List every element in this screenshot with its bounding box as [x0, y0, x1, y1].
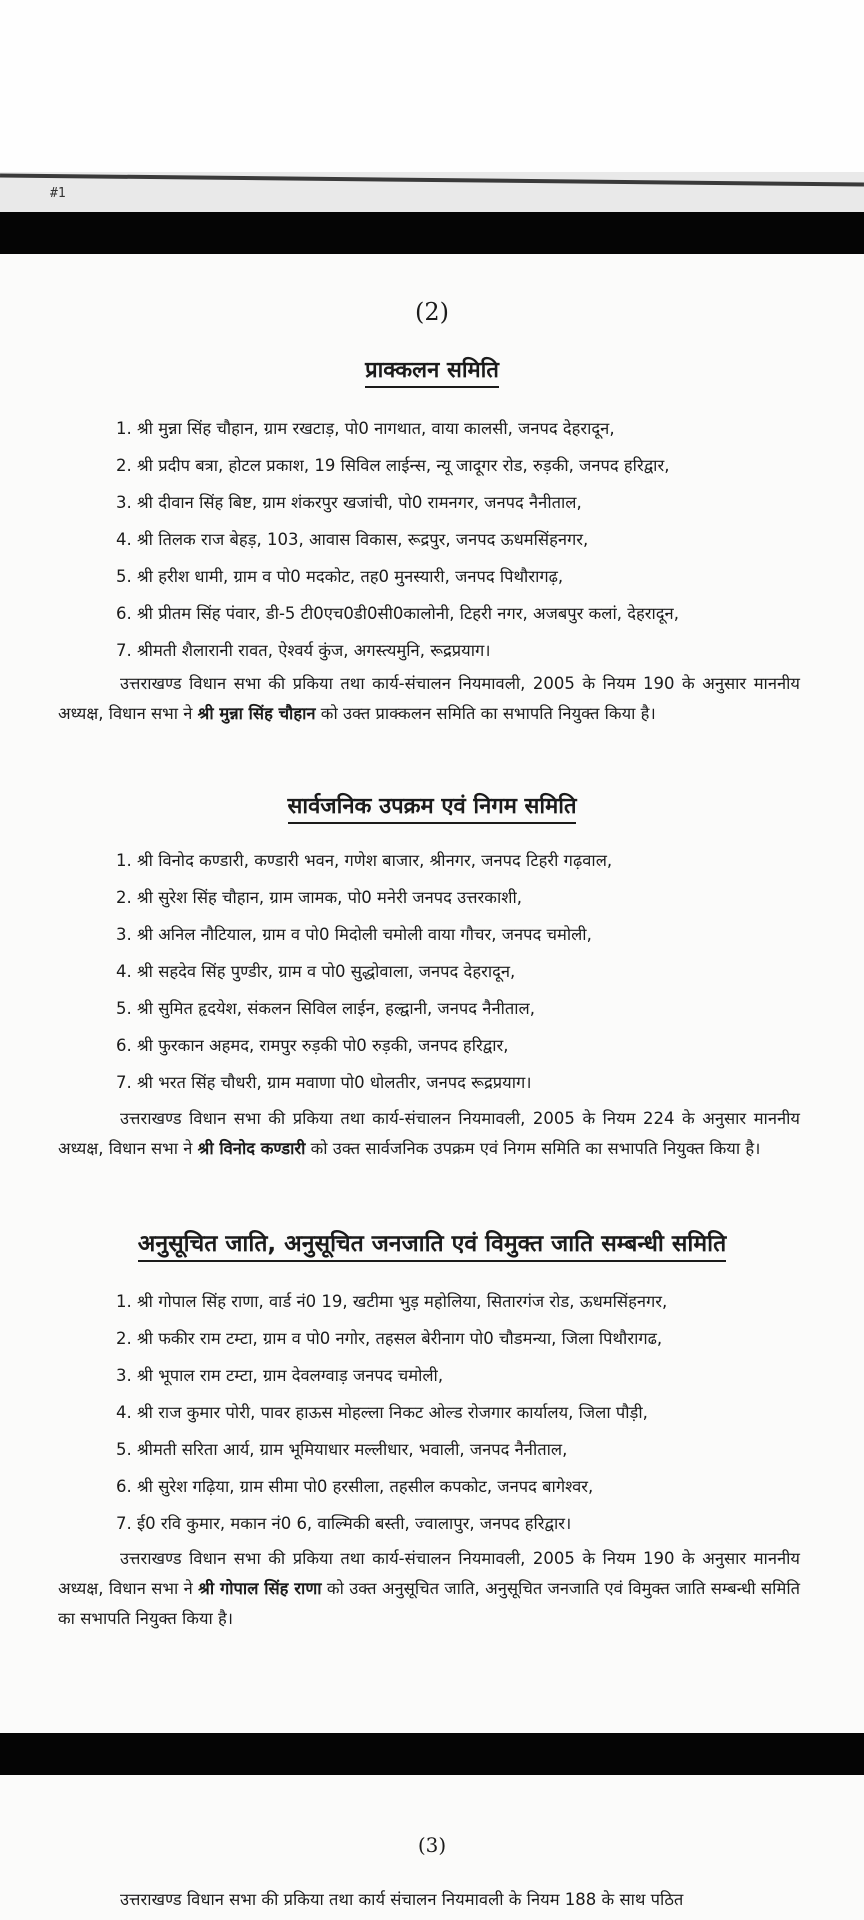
- list-item: 7. श्री भरत सिंह चौधरी, ग्राम मवाणा पो0 धोलतीर, जनपद रूद्रप्रयाग।: [116, 1073, 532, 1092]
- list-item: 1. श्री गोपाल सिंह राणा, वार्ड नं0 19, खटीमा भुड़ महोलिया, सितारगंज रोड, ऊधमसिंहनगर,: [116, 1292, 668, 1311]
- page-separator-top: [0, 212, 864, 254]
- paragraph-text: उत्तराखण्ड विधान सभा की प्रकिया तथा कार्य-संचालन नियमावली, 2005 के नियम 224 के अनुसार माननीय अध्यक्ष, विधान सभा ने: [58, 1109, 800, 1158]
- list-item: 4. श्री तिलक राज बेहड़, 103, आवास विकास, रूद्रपुर, जनपद ऊधमसिंहनगर,: [116, 530, 589, 549]
- list-item: 6. श्री फुरकान अहमद, रामपुर रुड़की पो0 रुड़की, जनपद हरिद्वार,: [116, 1036, 509, 1055]
- page-edge-line: [0, 173, 864, 186]
- blank-top-area: [0, 0, 864, 175]
- member-list-sc-st-committee: [116, 1289, 836, 1548]
- page-separator-bottom: [0, 1733, 864, 1775]
- paragraph-text: उत्तराखण्ड विधान सभा की प्रकिया तथा कार्य-संचालन नियमावली, 2005 के नियम 190 के अनुसार माननीय अध्यक्ष, विधान सभा ने: [58, 674, 800, 723]
- document-page-3: [0, 1775, 864, 1920]
- list-item: 7. श्रीमती शैलारानी रावत, ऐश्वर्य कुंज, अगस्त्यमुनि, रूद्रप्रयाग।: [116, 641, 491, 660]
- section-title-text: अनुसूचित जाति, अनुसूचित जनजाति एवं विमुक्त जाति सम्बन्धी समिति: [138, 1231, 726, 1262]
- list-item: 2. श्री फकीर राम टम्टा, ग्राम व पो0 नगोर, तहसल बेरीनाग पो0 चौडमन्या, जिला पिथौरागढ,: [116, 1329, 663, 1348]
- section-title-public-undertakings-committee: [0, 790, 864, 820]
- scan-mark: #1: [50, 186, 66, 201]
- paragraph-text: उत्तराखण्ड विधान सभा की प्रकिया तथा कार्य-संचालन नियमावली, 2005 के नियम 190 के अनुसार माननीय अध्यक्ष, विधान सभा ने: [58, 1549, 800, 1598]
- list-item: 2. श्री सुरेश सिंह चौहान, ग्राम जामक, पो0 मनेरी जनपद उत्तरकाशी,: [116, 888, 522, 907]
- previous-page-edge: [0, 172, 864, 212]
- chairperson-name: श्री मुन्ना सिंह चौहान: [197, 704, 316, 723]
- paragraph-text: को उक्त प्राक्कलन समिति का सभापति नियुक्त किया है।: [315, 704, 656, 723]
- section-title-text: प्राक्कलन समिति: [365, 358, 499, 388]
- list-item: 5. श्रीमती सरिता आर्य, ग्राम भूमियाधार मल्लीधार, भवाली, जनपद नैनीताल,: [116, 1440, 568, 1459]
- page-number: (3): [417, 1833, 447, 1857]
- list-item: 3. श्री दीवान सिंह बिष्ट, ग्राम शंकरपुर खजांची, पो0 रामनगर, जनपद नैनीताल,: [116, 493, 582, 512]
- list-item: 5. श्री हरीश धामी, ग्राम व पो0 मदकोट, तह0 मुनस्यारी, जनपद पिथौरागढ़,: [116, 567, 564, 586]
- section-title-estimates-committee: [0, 354, 864, 384]
- list-item: 1. श्री मुन्ना सिंह चौहान, ग्राम रखटाड़, पो0 नागथात, वाया कालसी, जनपद देहरादून,: [116, 419, 615, 438]
- list-item: 6. श्री प्रीतम सिंह पंवार, डी-5 टी0एच0डी0सी0कालोनी, टिहरी नगर, अजबपुर कलां, देहरादून,: [116, 604, 679, 623]
- member-list-public-undertakings-committee: [116, 848, 836, 1107]
- list-item: 6. श्री सुरेश गढ़िया, ग्राम सीमा पो0 हरसीला, तहसील कपकोट, जनपद बागेश्वर,: [116, 1477, 594, 1496]
- chairperson-name: श्री गोपाल सिंह राणा: [198, 1579, 322, 1598]
- document-page-2: [0, 254, 864, 1733]
- section-title-sc-st-committee: [0, 1226, 864, 1258]
- paragraph-text: को उक्त अनुसूचित जाति, अनुसूचित जनजाति एवं विमुक्त जाति सम्बन्धी समिति का सभापति नियुक्त किया है।: [58, 1579, 801, 1628]
- list-item: 4. श्री राज कुमार पोरी, पावर हाऊस मोहल्ला निकट ओल्ड रोजगार कार्यालय, जिला पौड़ी,: [116, 1403, 648, 1422]
- list-item: 2. श्री प्रदीप बत्रा, होटल प्रकाश, 19 सिविल लाईन्स, न्यू जादूगर रोड, रुड़की, जनपद हरिद्वार,: [116, 456, 670, 475]
- list-item: 3. श्री अनिल नौटियाल, ग्राम व पो0 मिदोली चमोली वाया गौचर, जनपद चमोली,: [116, 925, 592, 944]
- list-item: 5. श्री सुमित हृदयेश, संकलन सिविल लाईन, हल्द्वानी, जनपद नैनीताल,: [116, 999, 535, 1018]
- list-item: 3. श्री भूपाल राम टम्टा, ग्राम देवलग्वाड़ जनपद चमोली,: [116, 1366, 444, 1385]
- list-item: 1. श्री विनोद कण्डारी, कण्डारी भवन, गणेश बाजार, श्रीनगर, जनपद टिहरी गढ़वाल,: [116, 851, 613, 870]
- page-number: (2): [415, 298, 449, 326]
- appointment-paragraph: [58, 669, 800, 729]
- partial-paragraph: उत्तराखण्ड विधान सभा की प्रकिया तथा कार्य संचालन नियमावली के नियम 188 के साथ पठित: [120, 1890, 684, 1909]
- appointment-paragraph: [58, 1104, 800, 1164]
- paragraph-text: को उक्त सार्वजनिक उपक्रम एवं निगम समिति का सभापति नियुक्त किया है।: [305, 1139, 761, 1158]
- appointment-paragraph: [58, 1544, 800, 1634]
- chairperson-name: श्री विनोद कण्डारी: [197, 1139, 306, 1158]
- list-item: 7. ई0 रवि कुमार, मकान नं0 6, वाल्मिकी बस्ती, ज्वालापुर, जनपद हरिद्वार।: [116, 1514, 572, 1533]
- section-title-text: सार्वजनिक उपक्रम एवं निगम समिति: [288, 794, 577, 824]
- list-item: 4. श्री सहदेव सिंह पुण्डीर, ग्राम व पो0 सुद्धोवाला, जनपद देहरादून,: [116, 962, 516, 981]
- member-list-estimates-committee: [116, 416, 836, 675]
